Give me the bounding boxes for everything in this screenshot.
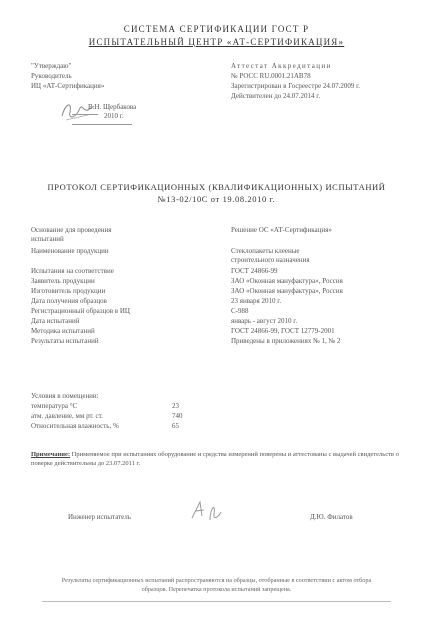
engineer-name: Д.Ю. Филатов [310,513,353,521]
approval-signer: В.Н. Щербакова [88,103,137,111]
footer-note: Результаты сертификационных испытаний распространяются на образцы, отобранные в соответствии с актом отбора образцов. Перепечатка протокола испытаний запрещена. [61,577,372,593]
note-block [31,450,401,468]
field-label: Методика испытаний [31,327,95,335]
accreditation-valid: Действителен до 24.07.2014 г. [231,92,321,100]
field-value: С-988 [231,307,249,315]
approval-position: Руководитель [31,72,72,80]
engineer-label: Инженер испытатель [68,513,131,521]
field-label: Наименование продукции [31,247,109,255]
field-value: Решение ОС «АТ-Сертификация» [231,226,332,234]
field-value: Приведены в приложениях № 1, № 2 [231,337,341,345]
protocol-number: №13-02/10С от 19.08.2010 г. [157,194,276,204]
conditions-title: Условия в помещении: [31,392,99,400]
field-label: Регистрационный образцов в ИЦ [31,307,130,315]
condition-label: Относительная влажность, % [31,422,119,430]
condition-value: 65 [172,422,179,430]
field-value: строительного назначения [231,256,310,264]
field-value: ЗАО «Оконная мануфактура», Россия [231,287,343,295]
approval-date: 2010 г. [104,112,124,120]
field-value: 23 января 2010 г. [231,297,282,305]
field-value: ГОСТ 24866-99, ГОСТ 12779-2001 [231,327,335,335]
field-value: Стеклопакеты клееные [231,247,300,255]
condition-label: температура °С [31,402,78,410]
field-label: испытаний [31,235,64,243]
field-label: Испытания на соответствие [31,267,114,275]
note-label: Примечание: [31,451,71,458]
note-text: Применяемое при испытаниях оборудование и средства измерений поверены и аттестованы с выдачей свидетельств о поверке действительны до 23.07.2011 г. [31,451,399,467]
header-center: ИСПЫТАТЕЛЬНЫЙ ЦЕНТР «АТ-СЕРТИФИКАЦИЯ» [88,37,345,47]
field-value: ГОСТ 24866-99 [231,267,278,275]
field-label: Результаты испытаний [31,337,99,345]
header-system: СИСТЕМА СЕРТИФИКАЦИИ ГОСТ Р [123,24,310,34]
protocol-title: ПРОТОКОЛ СЕРТИФИКАЦИОННЫХ (КВАЛИФИКАЦИОННЫХ) ИСПЫТАНИЙ [47,182,386,192]
approval-org: ИЦ «АТ-Сертификация» [31,82,105,90]
engineer-signature [188,498,224,524]
field-label: Изготовитель продукции [31,287,106,295]
approval-label: "Утверждаю" [31,62,72,70]
field-label: Дата испытаний [31,317,80,325]
field-label: Дата получения образцов [31,297,107,305]
accreditation-number: № РОСС RU.0001.21АВ78 [231,72,311,80]
field-label: Заявитель продукции [31,277,95,285]
field-label: Основание для проведения [31,226,112,234]
accreditation-registered: Зарегистрирован в Госреестре 24.07.2009 г. [231,82,360,90]
field-value: январь - август 2010 г. [231,317,298,325]
field-value: ЗАО «Оконная мануфактура», Россия [231,277,343,285]
accreditation-title: Аттестат Аккредитации [231,62,332,70]
condition-value: 740 [172,412,183,420]
condition-value: 23 [172,402,179,410]
condition-label: атм. давление, мм рт. ст. [31,412,103,420]
